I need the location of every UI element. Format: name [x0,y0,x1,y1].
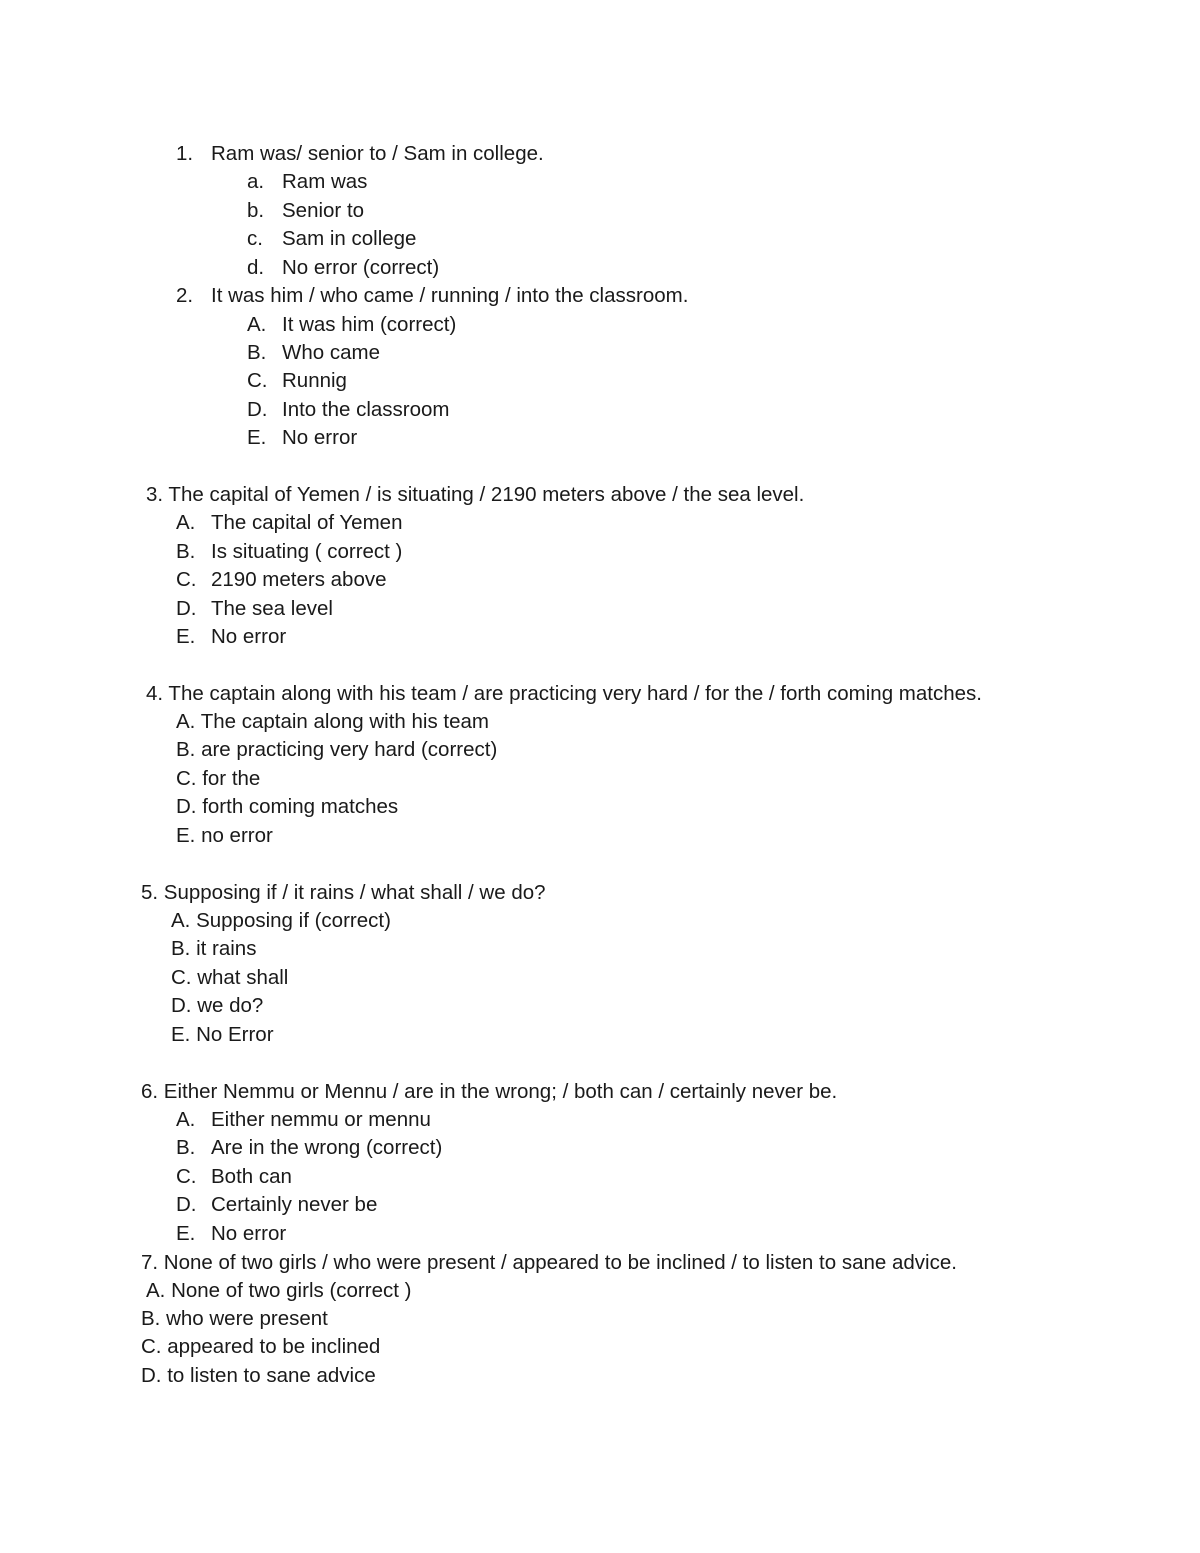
option-line: B. it rains [171,937,257,960]
option-line: C. for the [176,767,261,790]
option-marker: d. [247,256,265,279]
option-text: Sam in college [282,227,417,250]
question-7-text: 7. None of two girls / who were present / appeared to be inclined / to listen to sane advice. [141,1251,957,1274]
option-line: A. The captain along with his team [176,710,489,733]
option-text: Either nemmu or mennu [211,1108,431,1131]
option-marker: a. [247,170,265,193]
option-text: The sea level [211,597,333,620]
option-marker: E. [176,625,196,648]
question-2-number: 2. [176,284,194,307]
option-text: The capital of Yemen [211,511,403,534]
option-text: It was him (correct) [282,313,457,336]
option-text: Who came [282,341,380,364]
option-marker: B. [247,341,267,364]
option-line: A. Supposing if (correct) [171,909,391,932]
option-text: No error [211,625,287,648]
option-marker: C. [247,369,268,392]
option-text: Are in the wrong (correct) [211,1136,443,1159]
option-marker: D. [247,398,268,421]
question-4-text: 4. The captain along with his team / are practicing very hard / for the / forth coming matches. [146,682,982,705]
option-marker: B. [176,540,196,563]
option-line: C. what shall [171,966,289,989]
option-text: Is situating ( correct ) [211,540,403,563]
option-marker: D. [176,1193,197,1216]
question-5-text: 5. Supposing if / it rains / what shall / we do? [141,881,546,904]
option-marker: A. [247,313,267,336]
option-line: A. None of two girls (correct ) [146,1279,412,1302]
option-marker: B. [176,1136,196,1159]
option-marker: C. [176,1165,197,1188]
option-line: D. forth coming matches [176,795,399,818]
option-marker: E. [247,426,267,449]
option-line: E. No Error [171,1023,274,1046]
option-text: 2190 meters above [211,568,387,591]
option-line: D. to listen to sane advice [141,1364,376,1387]
option-marker: b. [247,199,265,222]
option-marker: A. [176,1108,196,1131]
option-text: Both can [211,1165,292,1188]
option-text: No error (correct) [282,256,440,279]
option-line: C. appeared to be inclined [141,1335,381,1358]
option-marker: A. [176,511,196,534]
option-line: D. we do? [171,994,264,1017]
question-3-text: 3. The capital of Yemen / is situating / 2190 meters above / the sea level. [146,483,805,506]
option-marker: D. [176,597,197,620]
option-line: B. who were present [141,1307,328,1330]
option-text: No error [211,1222,287,1245]
option-marker: C. [176,568,197,591]
option-text: Runnig [282,369,347,392]
option-marker: E. [176,1222,196,1245]
option-text: Into the classroom [282,398,450,421]
option-marker: c. [247,227,263,250]
question-2-text: It was him / who came / running / into the classroom. [211,284,689,307]
option-line: B. are practicing very hard (correct) [176,738,498,761]
question-6-text: 6. Either Nemmu or Mennu / are in the wrong; / both can / certainly never be. [141,1080,838,1103]
option-line: E. no error [176,824,273,847]
option-text: No error [282,426,358,449]
option-text: Certainly never be [211,1193,378,1216]
option-text: Senior to [282,199,365,222]
question-1-text: Ram was/ senior to / Sam in college. [211,142,544,165]
question-1-number: 1. [176,142,194,165]
option-text: Ram was [282,170,368,193]
